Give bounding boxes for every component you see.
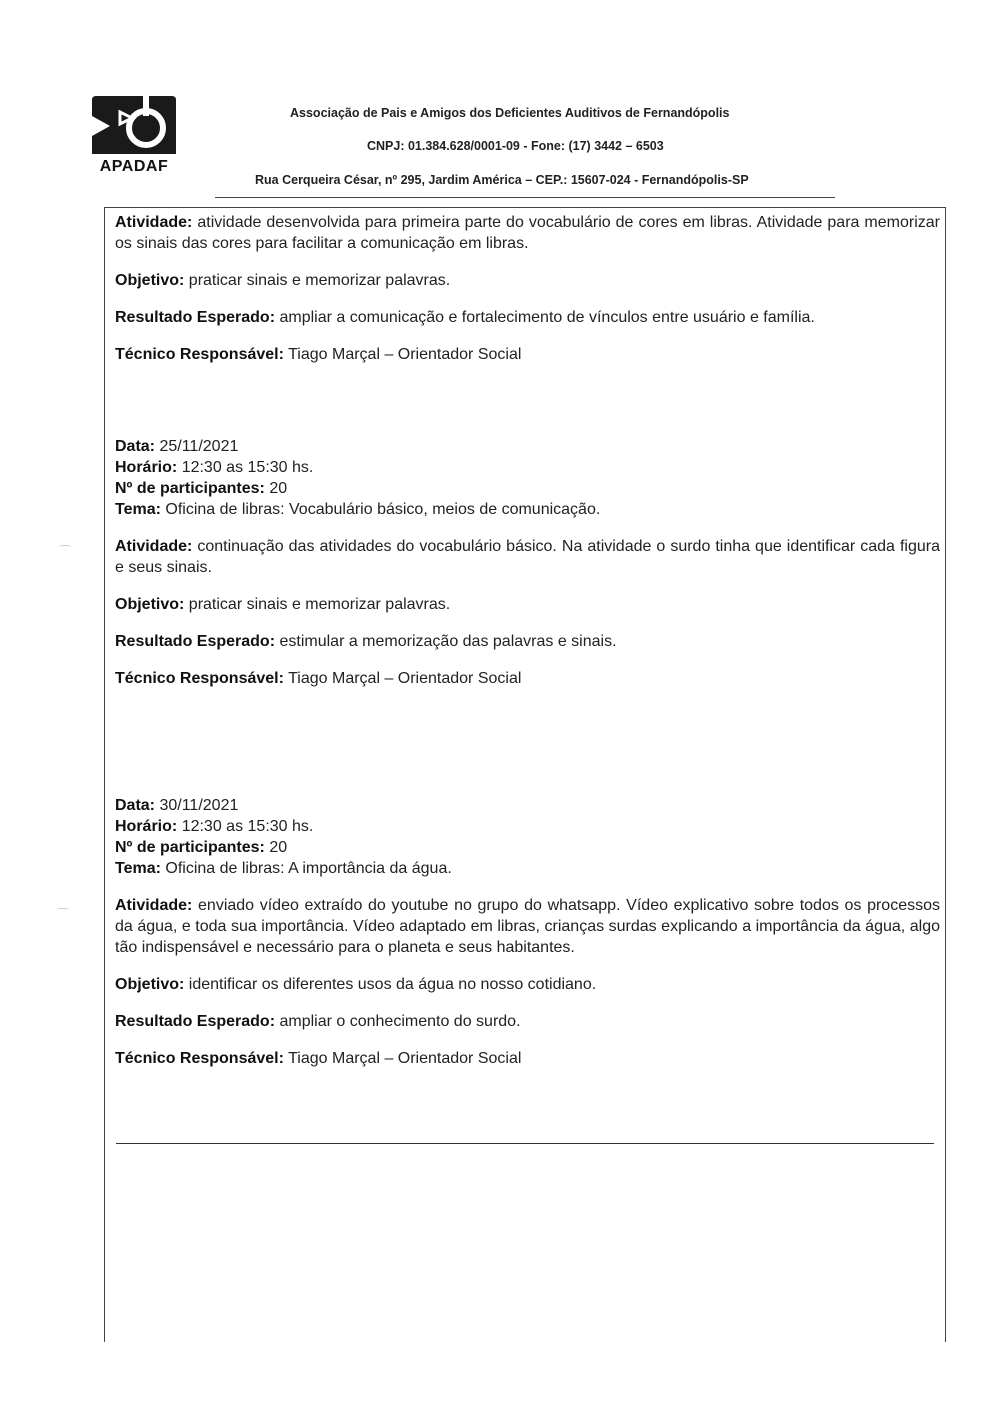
objetivo-label: Objetivo: — [115, 976, 185, 993]
data-value: 30/11/2021 — [159, 797, 239, 814]
tema-value: Oficina de libras: Vocabulário básico, meios de comunicação. — [165, 501, 601, 518]
participantes-label: Nº de participantes: — [115, 839, 265, 856]
tecnico-paragraph — [115, 668, 940, 689]
data-value: 25/11/2021 — [159, 438, 239, 455]
report-content — [115, 212, 940, 1085]
resultado-label: Resultado Esperado: — [115, 309, 276, 326]
tecnico-paragraph — [115, 344, 940, 365]
atividade-paragraph — [115, 212, 940, 254]
org-name: Associação de Pais e Amigos dos Deficientes Auditivos de Fernandópolis — [290, 106, 730, 120]
objetivo-label: Objetivo: — [115, 272, 185, 289]
objetivo-text: praticar sinais e memorizar palavras. — [188, 272, 451, 289]
resultado-label: Resultado Esperado: — [115, 1013, 276, 1030]
address: Rua Cerqueira César, nº 295, Jardim América – CEP.: 15607-024 - Fernandópolis-SP — [255, 173, 749, 187]
participantes-value: 20 — [269, 839, 288, 856]
tecnico-paragraph — [115, 1048, 940, 1069]
atividade-label: Atividade: — [115, 214, 193, 231]
atividade-text: continuação das atividades do vocabulário básico. Na atividade o surdo tinha que identificar cada figura e seus sinais. — [115, 538, 940, 576]
horario-label: Horário: — [115, 459, 178, 476]
activity-block-3 — [115, 795, 940, 1069]
scan-mark — [56, 908, 70, 912]
horario-label: Horário: — [115, 818, 178, 835]
activity-block-2 — [115, 436, 940, 689]
tecnico-text: Tiago Marçal – Orientador Social — [288, 346, 522, 363]
resultado-paragraph — [115, 1011, 940, 1032]
horario-value: 12:30 as 15:30 hs. — [181, 818, 314, 835]
atividade-paragraph — [115, 536, 940, 578]
tecnico-text: Tiago Marçal – Orientador Social — [288, 670, 522, 687]
objetivo-paragraph — [115, 974, 940, 995]
horario-value: 12:30 as 15:30 hs. — [181, 459, 314, 476]
data-label: Data: — [115, 797, 156, 814]
objetivo-paragraph — [115, 270, 940, 291]
atividade-text: enviado vídeo extraído do youtube no grupo do whatsapp. Vídeo explicativo sobre todos os processos da água, e toda sua importância. Vídeo adaptado em libras, crianças surdas explicando a importância da água, algo tão indispensável e necessário para o planeta e seus habitantes. — [115, 897, 940, 956]
objetivo-text: praticar sinais e memorizar palavras. — [188, 596, 451, 613]
participantes-label: Nº de participantes: — [115, 480, 265, 497]
footer-divider — [116, 1143, 934, 1144]
tema-value: Oficina de libras: A importância da água. — [165, 860, 452, 877]
session-info — [115, 436, 940, 520]
tema-label: Tema: — [115, 860, 161, 877]
cnpj-phone: CNPJ: 01.384.628/0001-09 - Fone: (17) 3442 – 6503 — [367, 139, 664, 153]
data-label: Data: — [115, 438, 156, 455]
objetivo-text: identificar os diferentes usos da água no nosso cotidiano. — [188, 976, 597, 993]
objetivo-label: Objetivo: — [115, 596, 185, 613]
atividade-text: atividade desenvolvida para primeira parte do vocabulário de cores em libras. Atividade para memorizar os sinais das cores para facilitar a comunicação em libras. — [115, 214, 940, 252]
header-divider — [215, 197, 835, 198]
atividade-label: Atividade: — [115, 538, 193, 555]
scan-mark — [58, 545, 72, 549]
logo-text: APADAF — [99, 158, 169, 175]
resultado-text: ampliar a comunicação e fortalecimento de vínculos entre usuário e família. — [279, 309, 815, 326]
objetivo-paragraph — [115, 594, 940, 615]
atividade-paragraph — [115, 895, 940, 958]
resultado-paragraph — [115, 631, 940, 652]
tecnico-text: Tiago Marçal – Orientador Social — [288, 1050, 522, 1067]
atividade-label: Atividade: — [115, 897, 193, 914]
resultado-label: Resultado Esperado: — [115, 633, 276, 650]
activity-block-1 — [115, 212, 940, 365]
resultado-paragraph — [115, 307, 940, 328]
tecnico-label: Técnico Responsável: — [115, 670, 284, 687]
tecnico-label: Técnico Responsável: — [115, 346, 284, 363]
participantes-value: 20 — [269, 480, 288, 497]
session-info — [115, 795, 940, 879]
tecnico-label: Técnico Responsável: — [115, 1050, 284, 1067]
resultado-text: estimular a memorização das palavras e sinais. — [279, 633, 617, 650]
resultado-text: ampliar o conhecimento do surdo. — [279, 1013, 521, 1030]
tema-label: Tema: — [115, 501, 161, 518]
